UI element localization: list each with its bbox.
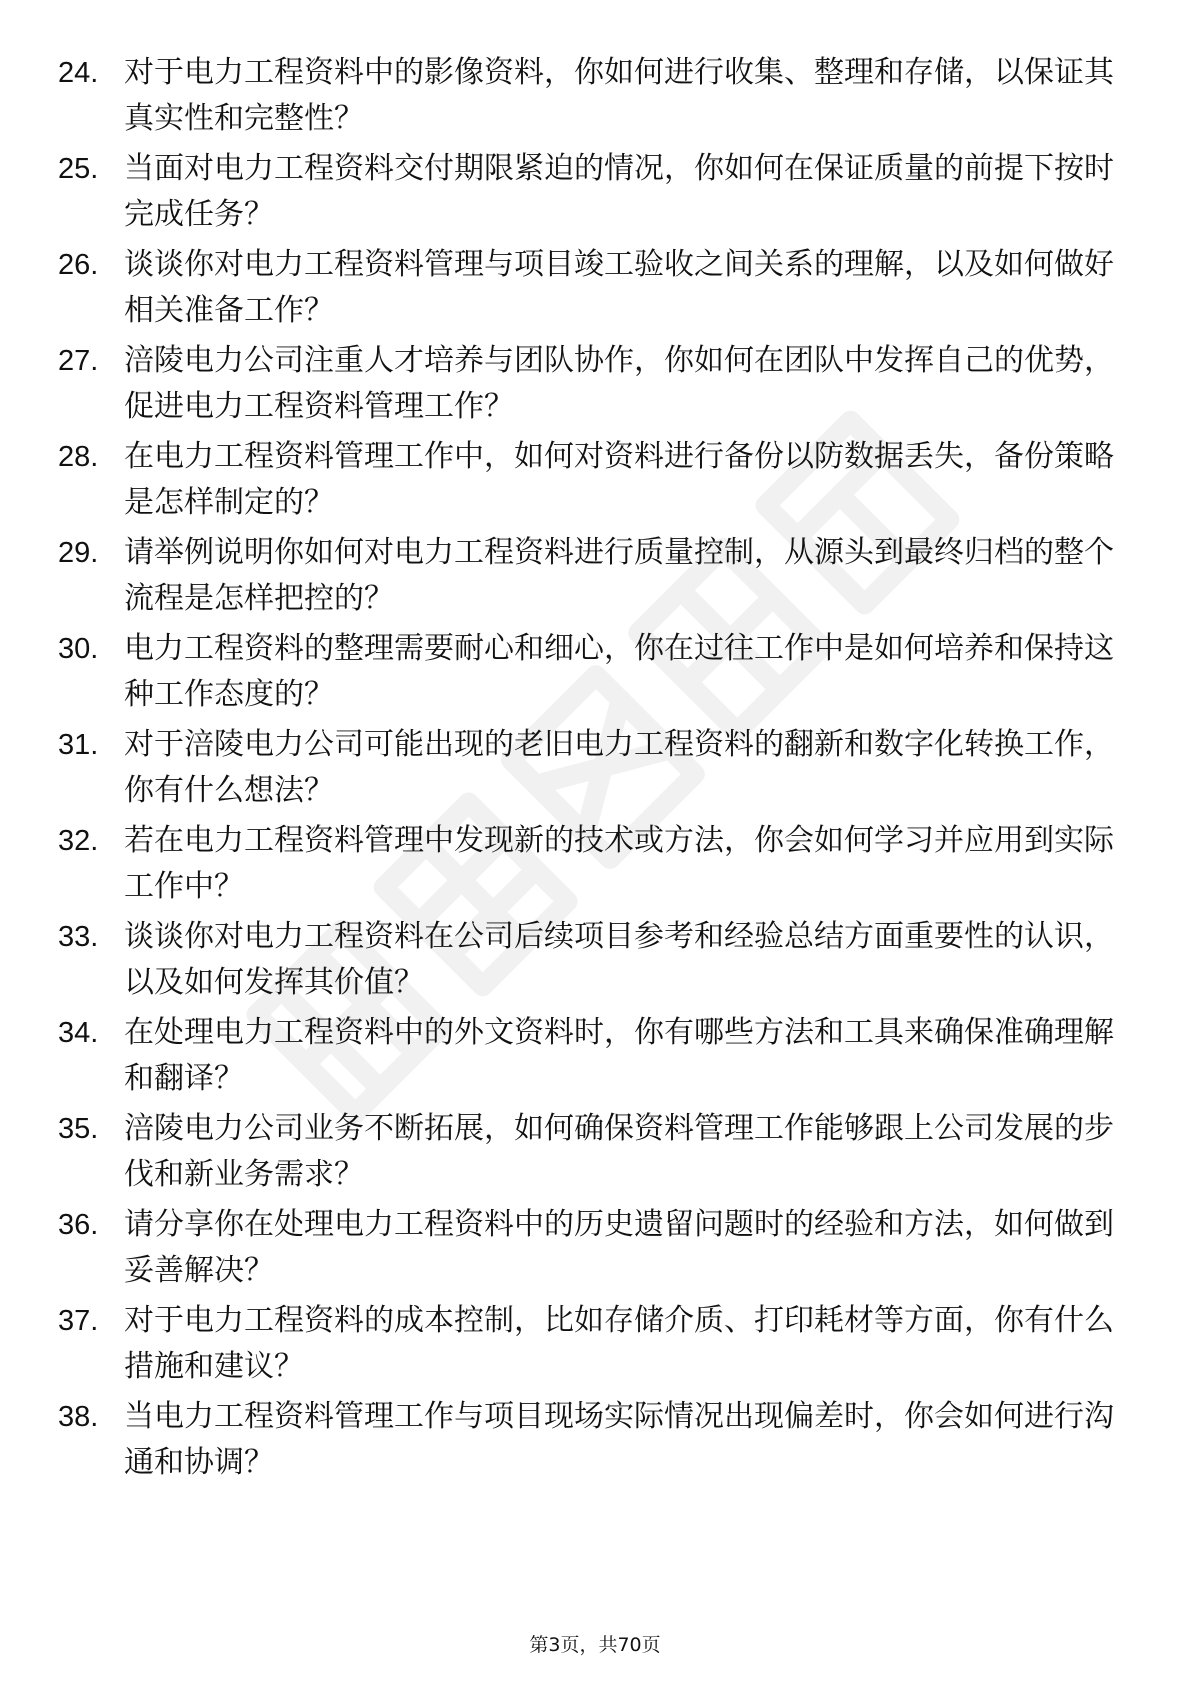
question-number: 37. — [58, 1305, 99, 1337]
question-item — [58, 818, 1118, 918]
question-text: 电力工程资料的整理需要耐心和细心，你在过往工作中是如何培养和保持这种工作态度的？ — [124, 631, 1114, 712]
question-number: 30. — [58, 633, 99, 665]
question-number: 24. — [58, 57, 99, 89]
question-item — [58, 242, 1118, 342]
question-number: 25. — [58, 153, 99, 185]
question-item — [58, 146, 1118, 246]
question-item — [58, 1106, 1118, 1206]
question-number: 35. — [58, 1113, 99, 1145]
question-text: 谈谈你对电力工程资料管理与项目竣工验收之间关系的理解，以及如何做好相关准备工作？ — [124, 247, 1114, 328]
question-item — [58, 626, 1118, 726]
question-number: 26. — [58, 249, 99, 281]
question-number: 36. — [58, 1209, 99, 1241]
question-item — [58, 1202, 1118, 1302]
question-item — [58, 914, 1118, 1014]
question-number: 28. — [58, 441, 99, 473]
question-text: 在处理电力工程资料中的外文资料时，你有哪些方法和工具来确保准确理解和翻译？ — [124, 1015, 1114, 1096]
question-text: 涪陵电力公司业务不断拓展，如何确保资料管理工作能够跟上公司发展的步伐和新业务需求？ — [124, 1111, 1114, 1192]
page-footer: 第3页，共70页 — [529, 1634, 661, 1656]
question-item — [58, 530, 1118, 630]
question-item — [58, 1298, 1118, 1398]
question-text: 当面对电力工程资料交付期限紧迫的情况，你如何在保证质量的前提下按时完成任务？ — [124, 151, 1114, 232]
question-number: 29. — [58, 537, 99, 569]
question-item — [58, 1010, 1118, 1110]
question-item — [58, 1394, 1118, 1494]
question-text: 在电力工程资料管理工作中，如何对资料进行备份以防数据丢失，备份策略是怎样制定的？ — [124, 439, 1114, 520]
question-number: 33. — [58, 921, 99, 953]
question-text: 请举例说明你如何对电力工程资料进行质量控制，从源头到最终归档的整个流程是怎样把控的？ — [124, 535, 1114, 616]
question-number: 34. — [58, 1017, 99, 1049]
question-text: 对于涪陵电力公司可能出现的老旧电力工程资料的翻新和数字化转换工作，你有什么想法？ — [124, 727, 1114, 808]
question-text: 谈谈你对电力工程资料在公司后续项目参考和经验总结方面重要性的认识，以及如何发挥其价值？ — [124, 919, 1114, 1000]
question-text: 涪陵电力公司注重人才培养与团队协作，你如何在团队中发挥自己的优势，促进电力工程资料管理工作？ — [124, 343, 1114, 424]
question-item — [58, 338, 1118, 438]
question-text: 对于电力工程资料的成本控制，比如存储介质、打印耗材等方面，你有什么措施和建议？ — [124, 1303, 1114, 1384]
question-text: 当电力工程资料管理工作与项目现场实际情况出现偏差时，你会如何进行沟通和协调？ — [124, 1399, 1114, 1480]
question-text: 若在电力工程资料管理中发现新的技术或方法，你会如何学习并应用到实际工作中？ — [124, 823, 1114, 904]
question-text: 对于电力工程资料中的影像资料，你如何进行收集、整理和存储，以保证其真实性和完整性？ — [124, 55, 1114, 136]
question-number: 32. — [58, 825, 99, 857]
question-text: 请分享你在处理电力工程资料中的历史遗留问题时的经验和方法，如何做到妥善解决？ — [124, 1207, 1114, 1288]
question-item — [58, 50, 1118, 150]
question-item — [58, 722, 1118, 822]
question-number: 31. — [58, 729, 99, 761]
question-item — [58, 434, 1118, 534]
question-number: 38. — [58, 1401, 99, 1433]
question-number: 27. — [58, 345, 99, 377]
